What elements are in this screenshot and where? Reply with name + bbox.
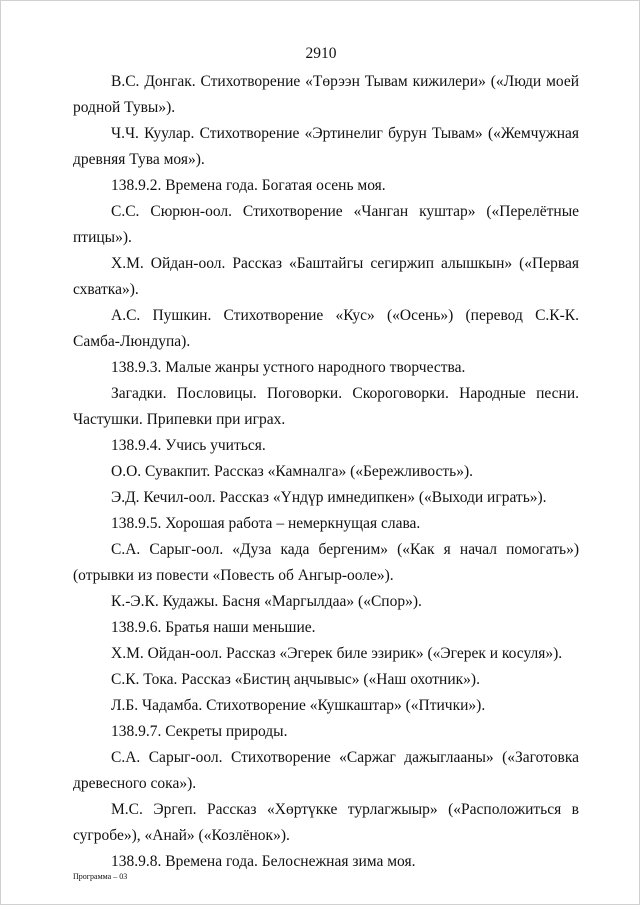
section-heading: 138.9.5. Хорошая работа – немеркнущая слава. bbox=[111, 515, 421, 532]
paragraph: Л.Б. Чадамба. Стихотворение «Кушкаштар» («Птички»). bbox=[111, 697, 486, 714]
section-heading: 138.9.4. Учись учиться. bbox=[111, 437, 266, 454]
paragraph: Загадки. Пословицы. Поговорки. Скороговорки. Народные песни. Частушки. Припевки при играх. bbox=[73, 385, 579, 428]
page-body bbox=[73, 69, 579, 875]
paragraph: А.С. Пушкин. Стихотворение «Кус» («Осень») (перевод С.К-К. Самба-Люндупа). bbox=[73, 307, 579, 350]
paragraph: К.-Э.К. Кудажы. Басня «Маргылдаа» («Спор»). bbox=[111, 593, 422, 610]
paragraph: Х.М. Ойдан-оол. Рассказ «Баштайгы сегиржип алышкын» («Первая схватка»). bbox=[73, 255, 579, 298]
paragraph: Э.Д. Кечил-оол. Рассказ «Үндүр имнедипкен» («Выходи играть»). bbox=[111, 489, 547, 506]
paragraph: М.С. Эргеп. Рассказ «Хөртүкке турлагжыыр» («Расположиться в сугробе»), «Анай» («Козлёнок»). bbox=[73, 801, 579, 844]
section-heading: 138.9.6. Братья наши меньшие. bbox=[111, 619, 316, 636]
page-footer: Программа – 03 bbox=[73, 872, 128, 881]
paragraph: С.С. Сюрюн-оол. Стихотворение «Чанган куштар» («Перелётные птицы»). bbox=[73, 203, 579, 246]
section-heading: 138.9.8. Времена года. Белоснежная зима моя. bbox=[111, 853, 416, 870]
paragraph: С.К. Тока. Рассказ «Бистиң аңчывыс» («Наш охотник»). bbox=[111, 671, 480, 688]
paragraph: Ч.Ч. Куулар. Стихотворение «Эртинелиг бурун Тывам» («Жемчужная древняя Тува моя»). bbox=[73, 125, 579, 168]
section-heading: 138.9.7. Секреты природы. bbox=[111, 723, 288, 740]
paragraph: Х.М. Ойдан-оол. Рассказ «Эгерек биле эзирик» («Эгерек и косуля»). bbox=[111, 645, 563, 662]
paragraph: В.С. Донгак. Стихотворение «Төрээн Тывам кижилери» («Люди моей родной Тувы»). bbox=[73, 73, 579, 116]
page-number: 2910 bbox=[305, 45, 337, 62]
paragraph: С.А. Сарыг-оол. «Дуза када бергеним» («Как я начал помогать») (отрывки из повести «Повесть об Ангыр-ооле»). bbox=[73, 541, 579, 584]
paragraph: С.А. Сарыг-оол. Стихотворение «Саржаг дажыглааны» («Заготовка древесного сока»). bbox=[73, 749, 579, 792]
section-heading: 138.9.3. Малые жанры устного народного творчества. bbox=[111, 359, 466, 376]
paragraph: О.О. Сувакпит. Рассказ «Камналга» («Бережливость»). bbox=[111, 463, 474, 480]
section-heading: 138.9.2. Времена года. Богатая осень моя. bbox=[111, 177, 386, 194]
